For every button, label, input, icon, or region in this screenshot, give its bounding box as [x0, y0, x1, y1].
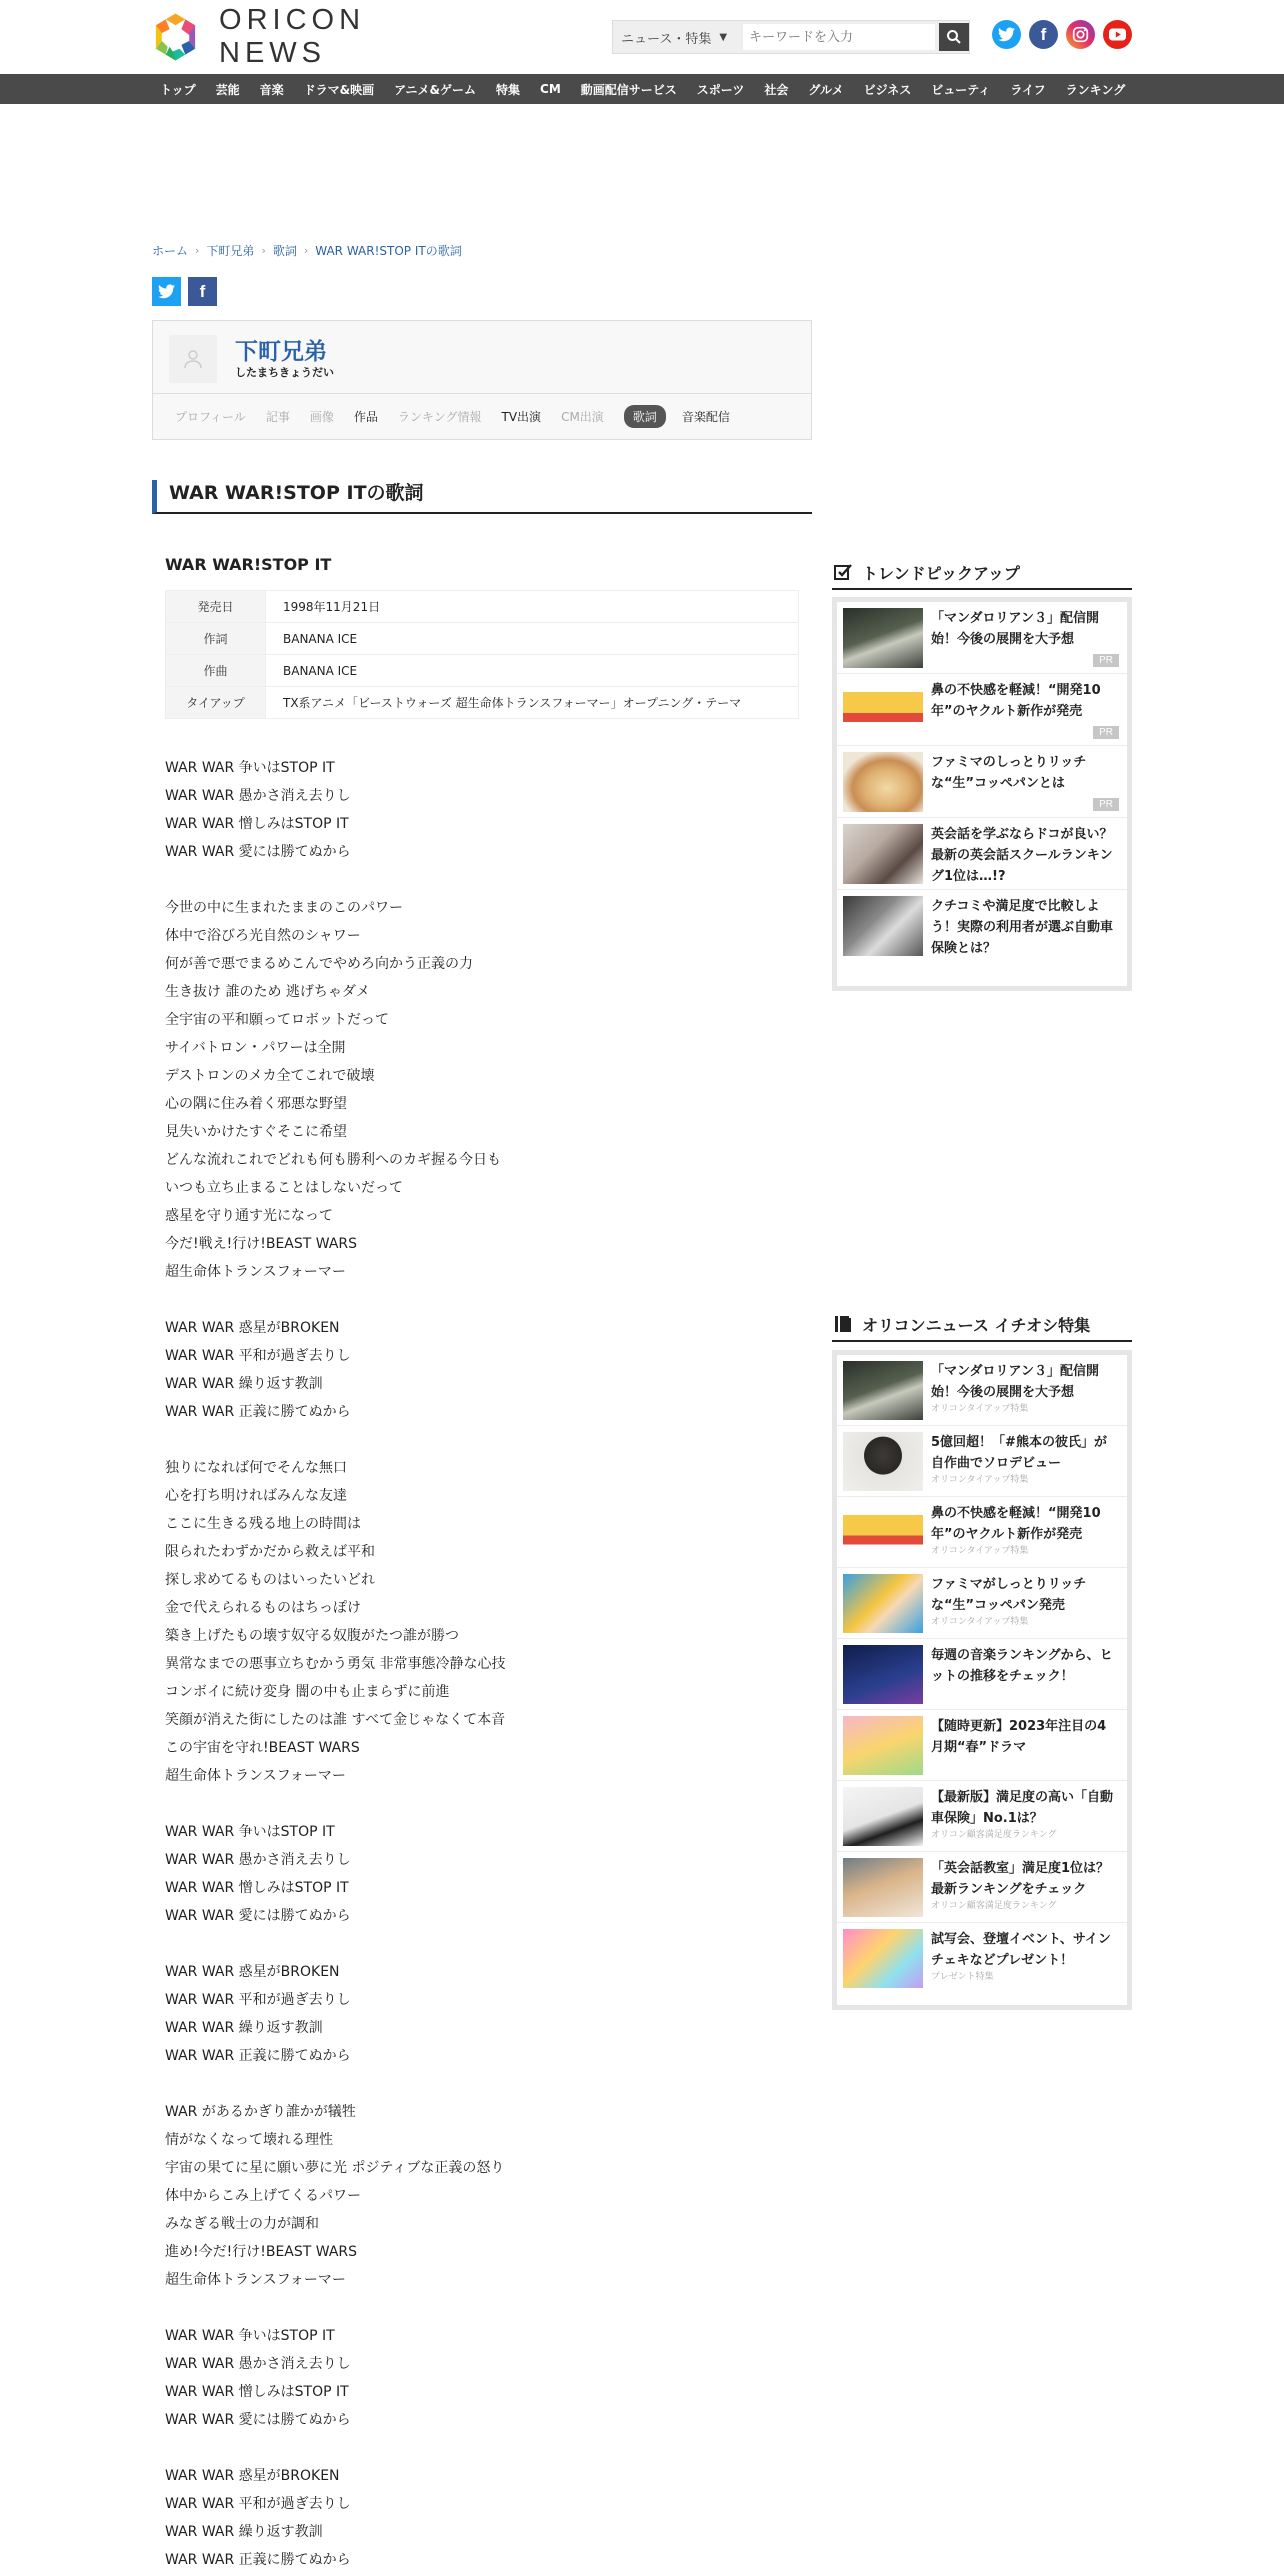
item-title: 「英会話教室」満足度1位は？最新ランキングをチェック: [931, 1861, 1110, 1897]
lyrics-stanza-break: [165, 1286, 805, 1314]
lyrics-stanza-break: [165, 866, 805, 894]
item-text-block: [931, 1568, 1127, 1638]
page-title: WAR WAR!STOP ITの歌詞: [152, 480, 812, 514]
lyrics-line: 進め!今だ!行け!BEAST WARS: [165, 2244, 358, 2260]
song-info-key: 作詞: [166, 623, 266, 655]
lyrics-line: この宇宙を守れ!BEAST WARS: [165, 1740, 360, 1756]
lyrics-line: WAR WAR 愛には勝てぬから: [165, 844, 351, 860]
lyrics-line: WAR WAR 愚かさ消え去りし: [165, 788, 351, 804]
item-thumbnail: [843, 1645, 923, 1704]
logo-mark-icon: [150, 11, 201, 63]
lyrics-line: 独りになれば何でそんな無口: [165, 1460, 347, 1476]
lyrics-line: 超生命体トランスフォーマー: [165, 1768, 346, 1784]
artist-tab[interactable]: 記事: [265, 410, 290, 424]
artist-box: [152, 320, 812, 440]
song-info-table: [165, 590, 799, 719]
item-thumbnail: [843, 1716, 923, 1775]
lyrics-line: 全宇宙の平和願ってロボットだって: [165, 1012, 389, 1028]
item-thumbnail: [843, 752, 923, 812]
nav-item[interactable]: 動画配信サービス: [580, 82, 677, 97]
item-text-block: [931, 1639, 1127, 1709]
artist-name[interactable]: 下町兄弟: [235, 339, 327, 365]
special-item[interactable]: [837, 1355, 1127, 1426]
item-thumbnail: [843, 1361, 923, 1420]
song-info-value: BANANA ICE: [266, 623, 799, 655]
lyrics-body: [165, 754, 805, 2568]
item-thumbnail: [843, 608, 923, 668]
lyrics-line: サイバトロン・パワーは全開: [165, 1040, 346, 1056]
lyrics-stanza-break: [165, 1426, 805, 1454]
trend-pickup-item[interactable]: [837, 890, 1127, 962]
search-bar: [612, 20, 970, 54]
lyrics-line: 宇宙の果てに星に願い夢に光 ポジティブな正義の怒り: [165, 2160, 505, 2176]
oricon-special-title: オリコンニュース イチオシ特集: [862, 1315, 1091, 1335]
lyrics-stanza-break: [165, 1790, 805, 1818]
item-thumbnail: [843, 1787, 923, 1846]
song-info-value: TX系アニメ「ビーストウォーズ 超生命体トランスフォーマー」オープニング・テーマ: [266, 687, 799, 719]
song-info-key: 作曲: [166, 655, 266, 687]
twitter-icon[interactable]: [992, 20, 1021, 49]
breadcrumb-lyrics[interactable]: 歌詞: [272, 244, 297, 258]
item-text-block: [931, 818, 1127, 889]
search-input[interactable]: [743, 24, 935, 50]
item-text-block: [931, 1781, 1127, 1851]
lyrics-line: みなぎる戦士の力が調和: [165, 2216, 319, 2232]
item-thumbnail: [843, 1858, 923, 1917]
lyrics-line: WAR WAR 平和が過ぎ去りし: [165, 1992, 351, 2008]
song-info-row: [166, 687, 799, 719]
lyrics-stanza-break: [165, 2294, 805, 2322]
search-category-label: ニュース・特集: [621, 31, 712, 47]
lyrics-line: 笑顔が消えた街にしたのは誰 すべて金じゃなくて本音: [165, 1712, 506, 1728]
nav-item[interactable]: トップ: [160, 82, 196, 97]
item-thumbnail: [843, 1503, 923, 1562]
nav-item[interactable]: ビジネス: [863, 82, 912, 97]
lyrics-line: 探し求めてるものはいったいどれ: [165, 1572, 375, 1588]
lyrics-line: WAR があるかぎり誰かが犠牲: [165, 2104, 356, 2120]
lyrics-line: 情がなくなって壊れる理性: [165, 2132, 333, 2148]
item-category: オリコンタイアップ特集: [931, 1475, 1029, 1485]
special-item[interactable]: [837, 1710, 1127, 1781]
chevron-right-icon: ›: [261, 244, 266, 257]
trend-pickup-title: トレンドピックアップ: [862, 563, 1020, 583]
item-title: 毎週の音楽ランキングから、ヒットの推移をチェック！: [931, 1648, 1113, 1684]
item-text-block: [931, 890, 1127, 962]
instagram-icon[interactable]: [1066, 20, 1095, 49]
lyrics-line: ここに生きる残る地上の時間は: [165, 1516, 361, 1532]
artist-tab[interactable]: 歌詞: [624, 405, 666, 428]
lyrics-line: WAR WAR 愛には勝てぬから: [165, 2412, 351, 2428]
lyrics-line: 異常なまでの悪事立ちむかう勇気 非常事態冷静な心技: [165, 1656, 506, 1672]
item-text-block: [931, 1355, 1127, 1425]
lyrics-line: WAR WAR 正義に勝てぬから: [165, 1404, 351, 1420]
trend-pickup-list: [832, 597, 1132, 991]
lyrics-line: WAR WAR 争いはSTOP IT: [165, 1824, 335, 1840]
song-info-value: 1998年11月21日: [266, 591, 799, 623]
search-category-select[interactable]: [613, 21, 743, 53]
site-header: [0, 0, 1284, 74]
special-item[interactable]: [837, 1497, 1127, 1568]
lyrics-line: 生き抜け 誰のため 逃げちゃダメ: [165, 984, 370, 1000]
song-info-key: タイアップ: [166, 687, 266, 719]
nav-item[interactable]: スポーツ: [696, 82, 745, 97]
lyrics-line: WAR WAR 正義に勝てぬから: [165, 2048, 351, 2064]
item-thumbnail: [843, 1574, 923, 1633]
lyrics-line: WAR WAR 繰り返す教訓: [165, 1376, 323, 1392]
special-item[interactable]: [837, 1568, 1127, 1639]
item-title: 鼻の不快感を軽減！“開発10年”のヤクルト新作が発売: [931, 683, 1101, 719]
facebook-share-icon[interactable]: f: [188, 277, 217, 306]
nav-item[interactable]: 芸能: [215, 82, 240, 97]
person-icon: [182, 348, 204, 370]
lyrics-line: WAR WAR 平和が過ぎ去りし: [165, 2496, 351, 2512]
nav-item[interactable]: 特集: [496, 82, 521, 97]
breadcrumb-artist[interactable]: 下町兄弟: [206, 244, 255, 258]
artist-tab[interactable]: CM出演: [561, 410, 604, 424]
chevron-right-icon: ›: [195, 244, 200, 257]
item-category: オリコン顧客満足度ランキング: [931, 1830, 1057, 1840]
nav-item[interactable]: ビューティ: [931, 82, 991, 97]
lyrics-line: WAR WAR 憎しみはSTOP IT: [165, 2384, 349, 2400]
artist-tab[interactable]: 画像: [309, 410, 334, 424]
lyrics-line: どんな流れこれでどれも何も勝利へのカギ握る今日も: [165, 1152, 501, 1168]
item-title: 英会話を学ぶならドコが良い？最新の英会話スクールランキング1位は…!?: [931, 827, 1113, 884]
artist-tab[interactable]: ランキング情報: [397, 410, 482, 424]
lyrics-line: 超生命体トランスフォーマー: [165, 1264, 346, 1280]
lyrics-line: 築き上げたもの壊す奴守る奴腹がたつ誰が勝つ: [165, 1628, 459, 1644]
item-category: オリコンタイアップ特集: [931, 1404, 1029, 1414]
item-thumbnail: [843, 1432, 923, 1491]
breadcrumb: [152, 242, 462, 259]
lyrics-line: WAR WAR 愚かさ消え去りし: [165, 2356, 351, 2372]
chevron-down-icon: ▼: [719, 31, 728, 43]
lyrics-line: 超生命体トランスフォーマー: [165, 2272, 346, 2288]
share-buttons: [152, 277, 217, 306]
item-category: オリコン顧客満足度ランキング: [931, 1901, 1057, 1911]
lyrics-line: 限られたわずかだから救えば平和: [165, 1544, 375, 1560]
lyrics-line: WAR WAR 憎しみはSTOP IT: [165, 1880, 349, 1896]
lyrics-line: WAR WAR 憎しみはSTOP IT: [165, 816, 349, 832]
song-info-row: [166, 623, 799, 655]
lyrics-line: WAR WAR 惑星がBROKEN: [165, 1964, 340, 1980]
item-thumbnail: [843, 896, 923, 956]
pr-badge: PR: [1093, 798, 1119, 811]
item-title: 5億回超！「#熊本の彼氏」が自作曲でソロデビュー: [931, 1435, 1107, 1471]
breadcrumb-current[interactable]: WAR WAR!STOP ITの歌詞: [315, 244, 462, 258]
artist-tab[interactable]: TV出演: [501, 410, 542, 424]
song-info-row: [166, 655, 799, 687]
lyrics-line: WAR WAR 惑星がBROKEN: [165, 2468, 340, 2484]
oricon-special-list: [832, 1350, 1132, 2010]
item-text-block: [931, 1852, 1127, 1922]
lyrics-stanza-break: [165, 2434, 805, 2462]
lyrics-line: WAR WAR 正義に勝てぬから: [165, 2552, 351, 2568]
lyrics-line: 惑星を守り通す光になって: [165, 1208, 333, 1224]
lyrics-line: 見失いかけたすぐそこに希望: [165, 1124, 347, 1140]
breadcrumb-home[interactable]: ホーム: [152, 244, 189, 258]
item-thumbnail: [843, 1929, 923, 1988]
item-text-block: [931, 1710, 1127, 1780]
item-title: 「マンダロリアン３」配信開始！今後の展開を大予想: [931, 611, 1099, 647]
item-title: 【随時更新】2023年注目の4月期“春”ドラマ: [931, 1719, 1107, 1755]
lyrics-line: 金で代えられるものはちっぽけ: [165, 1600, 361, 1616]
lyrics-line: WAR WAR 争いはSTOP IT: [165, 2328, 335, 2344]
item-thumbnail: [843, 824, 923, 884]
song-info-row: [166, 591, 799, 623]
item-title: ファミマがしっとりリッチな“生”コッペパン発売: [931, 1577, 1087, 1613]
oricon-special-heading: [832, 1308, 1132, 1342]
lyrics-line: 今だ!戦え!行け!BEAST WARS: [165, 1236, 358, 1252]
song-info-value: BANANA ICE: [266, 655, 799, 687]
trend-pickup-heading: [832, 556, 1132, 590]
item-text-block: [931, 1497, 1127, 1567]
nav-item[interactable]: CM: [540, 82, 561, 96]
lyrics-line: 何が善で悪でまるめこんでやめろ向かう正義の力: [165, 956, 473, 972]
lyrics-line: WAR WAR 繰り返す教訓: [165, 2020, 323, 2036]
special-item[interactable]: [837, 1852, 1127, 1923]
pr-badge: PR: [1093, 654, 1119, 667]
item-category: プレゼント特集: [931, 1972, 994, 1982]
nav-item[interactable]: ランキング: [1065, 82, 1126, 97]
lyrics-line: 心を打ち明ければみんな友達: [165, 1488, 347, 1504]
pr-badge: PR: [1093, 726, 1119, 739]
twitter-share-icon[interactable]: [152, 277, 181, 306]
artist-tab[interactable]: プロフィール: [175, 410, 246, 424]
lyrics-line: 体中で浴びろ光自然のシャワー: [165, 928, 361, 944]
nav-item[interactable]: 音楽: [259, 82, 284, 97]
item-title: 【最新版】満足度の高い「自動車保険」No.1は？: [931, 1790, 1114, 1826]
item-category: オリコンタイアップ特集: [931, 1546, 1029, 1556]
item-title: クチコミや満足度で比較しよう！実際の利用者が選ぶ自動車保険とは？: [931, 899, 1114, 956]
search-button[interactable]: [939, 23, 969, 51]
item-title: 試写会、登壇イベント、サインチェキなどプレゼント！: [931, 1932, 1111, 1968]
nav-item[interactable]: グルメ: [808, 82, 844, 97]
youtube-icon[interactable]: [1103, 20, 1132, 49]
nav-list: [150, 74, 1135, 104]
chevron-right-icon: ›: [303, 244, 309, 257]
artist-tabs: [153, 393, 811, 439]
checkbox-icon: [832, 561, 854, 583]
trend-pickup-item[interactable]: [837, 602, 1127, 674]
lyrics-line: いつも立ち止まることはしないだって: [165, 1180, 403, 1196]
artist-tab[interactable]: 作品: [353, 410, 378, 424]
search-icon: [946, 29, 962, 45]
special-item[interactable]: [837, 1639, 1127, 1710]
nav-item[interactable]: ドラマ&映画: [303, 82, 375, 97]
item-text-block: [931, 1426, 1127, 1496]
lyrics-line: WAR WAR 惑星がBROKEN: [165, 1320, 340, 1336]
lyrics-line: WAR WAR 平和が過ぎ去りし: [165, 1348, 351, 1364]
lyrics-line: 体中からこみ上げてくるパワー: [165, 2188, 361, 2204]
book-icon: [832, 1313, 854, 1335]
oricon-logo[interactable]: [150, 4, 480, 69]
lyrics-line: WAR WAR 愛には勝てぬから: [165, 1908, 351, 1924]
artist-tab[interactable]: 音楽配信: [681, 410, 730, 424]
nav-item[interactable]: アニメ&ゲーム: [394, 82, 477, 97]
item-title: 「マンダロリアン３」配信開始！今後の展開を大予想: [931, 1364, 1099, 1400]
lyrics-line: WAR WAR 争いはSTOP IT: [165, 760, 335, 776]
lyrics-stanza-break: [165, 1930, 805, 1958]
trend-pickup-item[interactable]: [837, 674, 1127, 746]
special-item[interactable]: [837, 1923, 1127, 1994]
nav-item[interactable]: ライフ: [1010, 82, 1046, 97]
lyrics-line: デストロンのメカ全てこれで破壊: [165, 1068, 375, 1084]
logo-text: ORICON NEWS: [219, 4, 366, 69]
lyrics-line: WAR WAR 愚かさ消え去りし: [165, 1852, 351, 1868]
song-title: WAR WAR!STOP IT: [165, 555, 332, 574]
item-thumbnail: [843, 680, 923, 740]
song-info-key: 発売日: [166, 591, 266, 623]
trend-pickup-item[interactable]: [837, 746, 1127, 818]
facebook-icon[interactable]: f: [1029, 20, 1058, 49]
lyrics-stanza-break: [165, 2070, 805, 2098]
item-text-block: [931, 1923, 1127, 1994]
lyrics-line: コンボイに続け変身 闇の中も止まらずに前進: [165, 1684, 450, 1700]
lyrics-line: 心の隅に住み着く邪悪な野望: [165, 1096, 347, 1112]
lyrics-line: 今世の中に生まれたままのこのパワー: [165, 900, 403, 916]
social-links: [992, 20, 1132, 49]
artist-kana: したまちきょうだい: [235, 366, 334, 379]
global-nav: [0, 74, 1284, 104]
special-item[interactable]: [837, 1426, 1127, 1497]
special-item[interactable]: [837, 1781, 1127, 1852]
trend-pickup-item[interactable]: [837, 818, 1127, 890]
nav-item[interactable]: 社会: [764, 82, 789, 97]
artist-avatar[interactable]: [169, 335, 217, 383]
item-category: オリコンタイアップ特集: [931, 1617, 1029, 1627]
item-title: 鼻の不快感を軽減！“開発10年”のヤクルト新作が発売: [931, 1506, 1101, 1542]
item-title: ファミマのしっとりリッチな“生”コッペパンとは: [931, 755, 1087, 791]
lyrics-line: WAR WAR 繰り返す教訓: [165, 2524, 323, 2540]
